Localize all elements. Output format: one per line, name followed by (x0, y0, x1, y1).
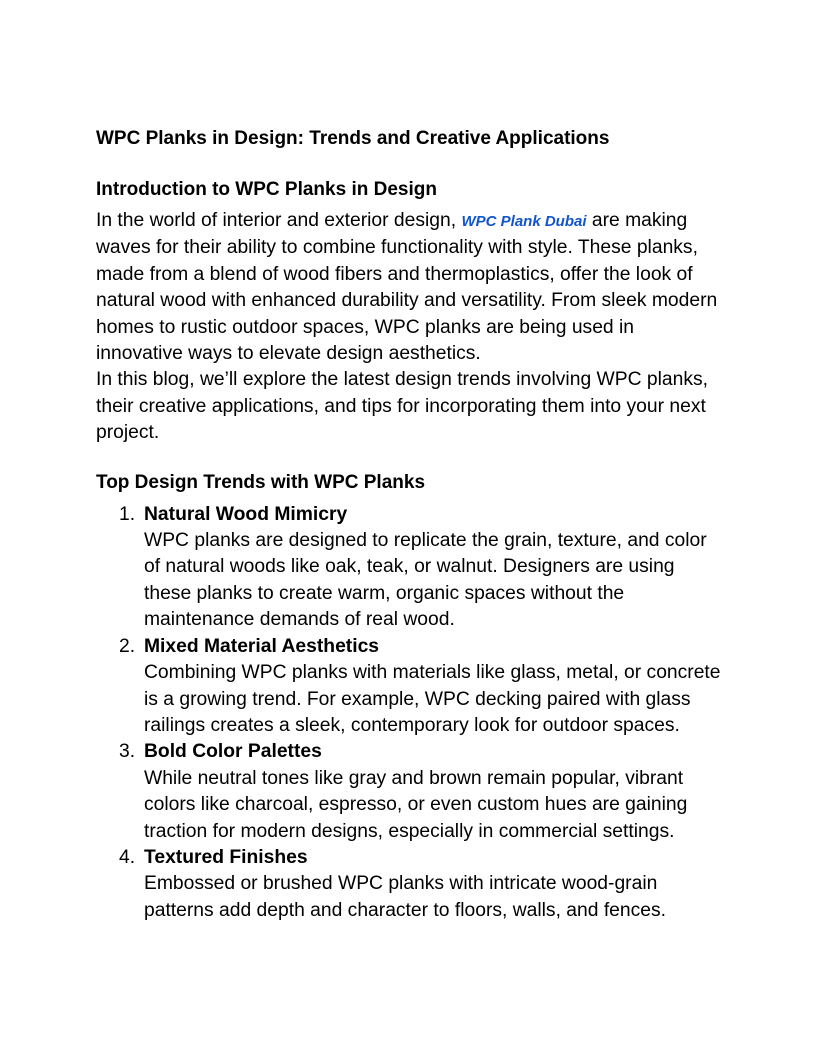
intro-heading: Introduction to WPC Planks in Design (96, 179, 437, 200)
document-page (96, 126, 726, 924)
list-item-title: Textured Finishes (144, 846, 308, 868)
list-item-title: Mixed Material Aesthetics (144, 635, 380, 657)
list-item-description: While neutral tones like gray and brown remain popular, vibrant colors like charcoal, espresso, or even custom hues are gaining traction for modern designs, especially in commercial settings. (144, 767, 688, 842)
list-item (96, 634, 726, 740)
list-item-number: 2. (119, 635, 136, 657)
trends-heading: Top Design Trends with WPC Planks (96, 471, 426, 493)
intro-text-after-link: are making waves for their ability to combine functionality with style. These planks, made from a blend of wood fibers and thermoplastics, offer the look of natural wood with enhanced durability and versatility. From sleek modern homes to rustic outdoor spaces, WPC planks are being used in innovative ways to elevate design aesthetics. (96, 210, 718, 365)
list-item-description: Combining WPC planks with materials like glass, metal, or concrete is a growing trend. For example, WPC decking paired with glass railings creates a sleek, contemporary look for outdoor spaces. (144, 662, 721, 736)
document-title: WPC Planks in Design: Trends and Creative Applications (96, 128, 610, 149)
list-item-title: Bold Color Palettes (144, 741, 322, 763)
intro-paragraph-blog: In this blog, we’ll explore the latest design trends involving WPC planks, their creative applications, and tips for incorporating them into your next project. (96, 369, 708, 444)
list-item-description: WPC planks are designed to replicate the grain, texture, and color of natural woods like oak, teak, or walnut. Designers are using these planks to create warm, organic spaces without the maintenance demands of real wood. (144, 530, 707, 631)
list-item-description: Embossed or brushed WPC planks with intricate wood-grain patterns add depth and character to floors, walls, and fences. (144, 873, 666, 921)
list-item-number: 1. (119, 503, 136, 525)
list-item-title: Natural Wood Mimicry (144, 503, 348, 525)
trends-list (96, 502, 726, 925)
wpc-plank-dubai-link[interactable]: WPC Plank Dubai (461, 213, 587, 230)
intro-paragraph (96, 208, 726, 367)
list-item-number: 4. (119, 846, 136, 868)
list-item (96, 845, 726, 924)
list-item (96, 739, 726, 845)
intro-text-before-link: In the world of interior and exterior design, (96, 210, 457, 231)
list-item-number: 3. (119, 741, 136, 763)
list-item (96, 502, 726, 634)
